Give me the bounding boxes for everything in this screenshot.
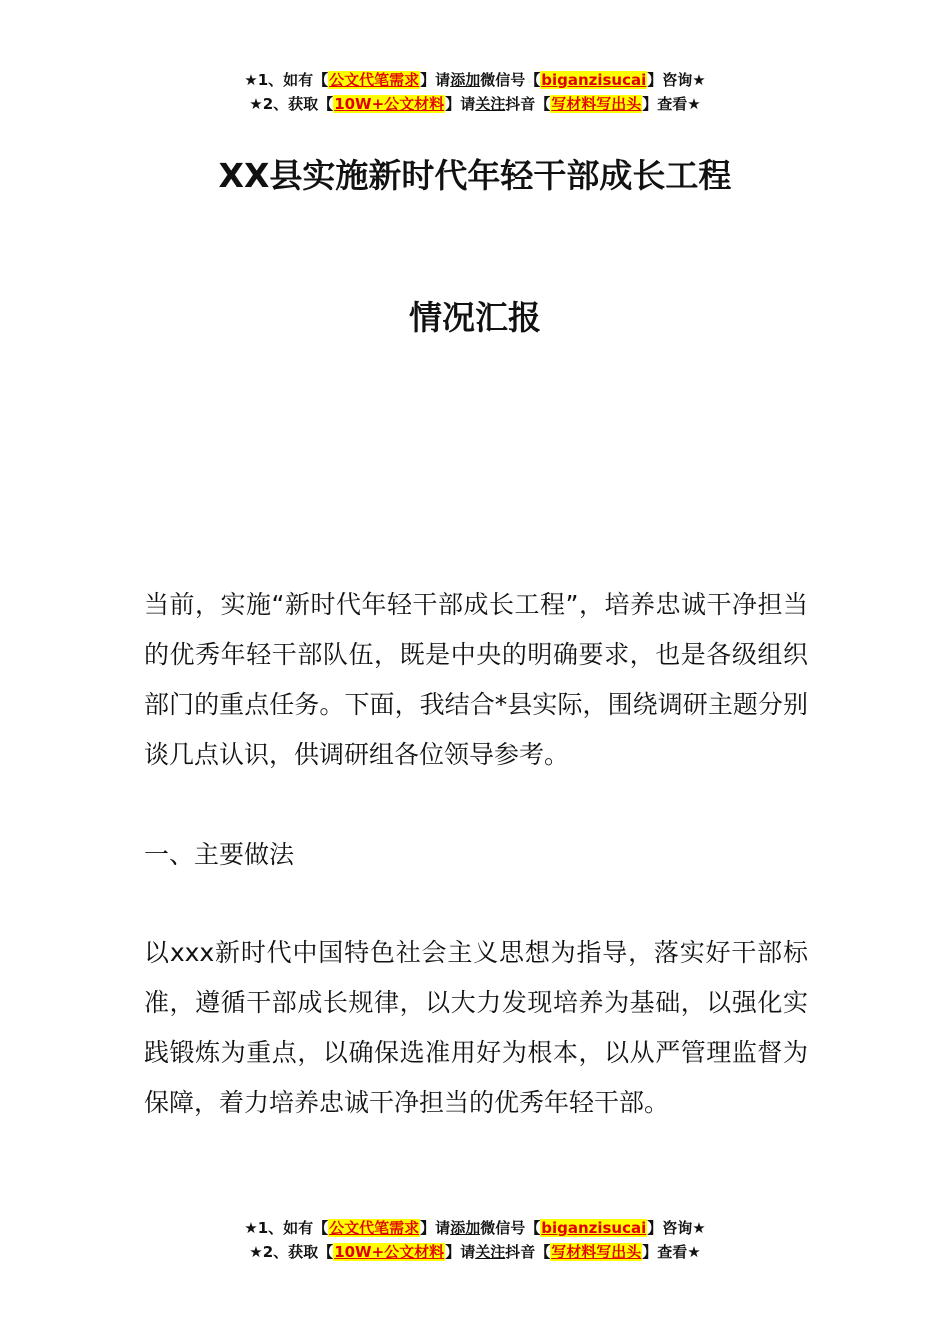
banner-text: 抖音【 (505, 1243, 551, 1261)
highlight-text: 公文代笔需求 (329, 71, 420, 89)
banner-text: 】咨询★ (647, 1219, 706, 1237)
highlight-text: 写材料写出头 (551, 95, 642, 113)
banner-line-1 (0, 1216, 950, 1240)
banner-text: ★2、获取【 (249, 95, 334, 113)
highlight-text: 10W+公文材料 (334, 1243, 445, 1261)
banner-line-2 (0, 1240, 950, 1264)
highlight-text: 10W+公文材料 (334, 95, 445, 113)
banner-text: 】咨询★ (647, 71, 706, 89)
banner-text: 微信号【 (480, 1219, 541, 1237)
banner-text: 微信号【 (480, 71, 541, 89)
banner-text: 】请 (420, 1219, 451, 1237)
underlined-text: 添加 (450, 1219, 481, 1237)
body-paragraph: 以xxx新时代中国特色社会主义思想为指导，落实好干部标准，遵循干部成长规律，以大力发现培养为基础，以强化实践锻炼为重点，以确保选准用好为根本，以从严管理监督为保障，着力培养忠诚干净担当的优秀年轻干部。 (144, 938, 808, 1117)
highlight-text: biganzisucai (541, 1219, 647, 1237)
intro-paragraph: 当前，实施“新时代年轻干部成长工程”，培养忠诚干净担当的优秀年轻干部队伍，既是中央的明确要求，也是各级组织部门的重点任务。下面，我结合*县实际，围绕调研主题分别谈几点认识，供调研组各位领导参考。 (144, 590, 808, 769)
banner-text: ★2、获取【 (249, 1243, 334, 1261)
banner-text: 抖音【 (505, 95, 551, 113)
banner-text: 】查看★ (642, 95, 701, 113)
banner-line-1 (0, 68, 950, 92)
highlight-text: 公文代笔需求 (329, 1219, 420, 1237)
banner-text: ★1、如有【 (244, 71, 329, 89)
banner-line-2 (0, 92, 950, 116)
section-heading: 一、主要做法 (144, 840, 295, 869)
banner-text: ★1、如有【 (244, 1219, 329, 1237)
banner-text: 】请 (445, 95, 476, 113)
highlight-text: 写材料写出头 (551, 1243, 642, 1261)
underlined-text: 添加 (450, 71, 481, 89)
document-title-line-2: 情况汇报 (409, 298, 541, 337)
banner-text: 】请 (445, 1243, 476, 1261)
underlined-text: 关注 (475, 95, 506, 113)
bottom-ad-banner (0, 1216, 950, 1264)
top-ad-banner (0, 68, 950, 116)
document-title-line-1: XX县实施新时代年轻干部成长工程 (218, 156, 732, 195)
underlined-text: 关注 (475, 1243, 506, 1261)
highlight-text: biganzisucai (541, 71, 647, 89)
banner-text: 】请 (420, 71, 451, 89)
banner-text: 】查看★ (642, 1243, 701, 1261)
